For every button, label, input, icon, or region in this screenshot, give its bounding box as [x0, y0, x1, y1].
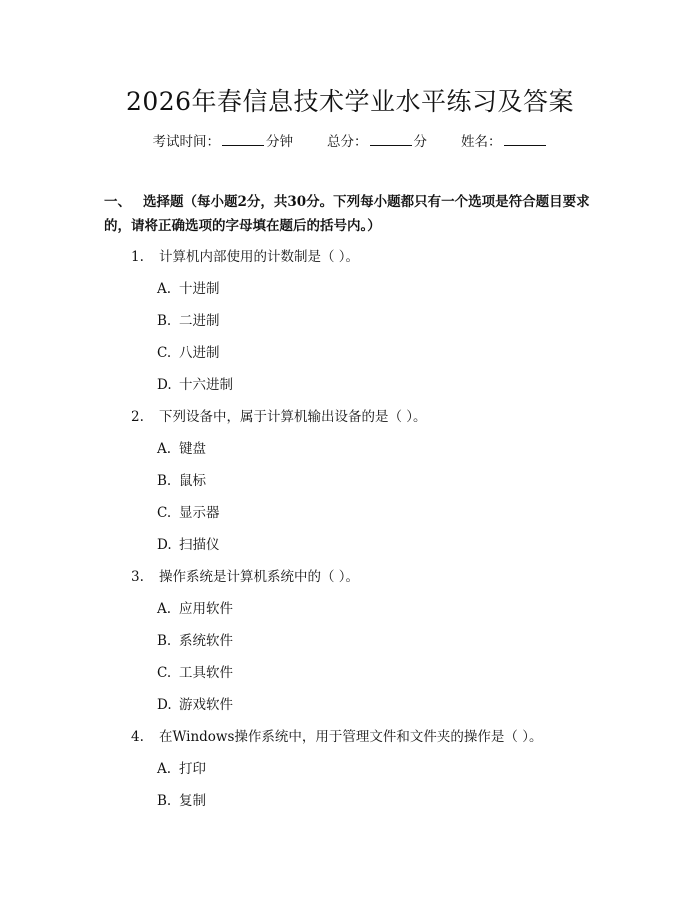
- option-2a: [157, 437, 206, 457]
- question-3: [131, 565, 359, 585]
- score-label: 总分：: [327, 134, 368, 150]
- option-letter: C.: [157, 345, 172, 361]
- time-blank: [222, 133, 264, 146]
- question-number: 1.: [131, 249, 144, 265]
- option-letter: A.: [157, 601, 172, 617]
- option-text: 键盘: [179, 441, 206, 457]
- option-letter: B.: [157, 633, 172, 649]
- question-1: [131, 245, 359, 265]
- option-text: 二进制: [179, 313, 220, 329]
- option-3a: [157, 597, 233, 617]
- option-letter: B.: [157, 313, 172, 329]
- score-blank: [370, 133, 412, 146]
- student-name: [461, 130, 548, 150]
- option-letter: C.: [157, 665, 172, 681]
- option-letter: B.: [157, 473, 172, 489]
- option-3d: [157, 693, 233, 713]
- option-4b: [157, 789, 206, 809]
- question-number: 4.: [131, 729, 144, 745]
- option-text: 系统软件: [179, 633, 233, 649]
- name-blank: [504, 133, 546, 146]
- option-2d: [157, 533, 220, 553]
- option-2b: [157, 469, 206, 489]
- option-1d: [157, 373, 233, 393]
- option-1b: [157, 309, 220, 329]
- question-text: 下列设备中，属于计算机输出设备的是（ ）。: [159, 409, 427, 425]
- time-unit: 分钟: [266, 134, 293, 150]
- option-text: 十六进制: [179, 377, 233, 393]
- option-letter: C.: [157, 505, 172, 521]
- option-letter: A.: [157, 281, 172, 297]
- question-text: 计算机内部使用的计数制是（ ）。: [159, 249, 360, 265]
- option-text: 显示器: [179, 505, 220, 521]
- option-1a: [157, 277, 220, 297]
- option-text: 打印: [179, 761, 206, 777]
- option-4a: [157, 757, 206, 777]
- option-letter: A.: [157, 441, 172, 457]
- option-text: 八进制: [179, 345, 220, 361]
- option-2c: [157, 501, 220, 521]
- page-title: 2026年春信息技术学业水平练习及答案: [125, 87, 575, 116]
- question-number: 2.: [131, 409, 144, 425]
- question-2: [131, 405, 427, 425]
- option-text: 十进制: [179, 281, 220, 297]
- section-heading: [104, 190, 594, 238]
- score-unit: 分: [413, 134, 427, 150]
- option-text: 游戏软件: [179, 697, 233, 713]
- time-label: 考试时间：: [152, 134, 220, 150]
- question-text: 操作系统是计算机系统中的（ ）。: [159, 569, 360, 585]
- option-text: 鼠标: [179, 473, 206, 489]
- question-4: [131, 725, 542, 745]
- option-text: 复制: [179, 793, 206, 809]
- option-letter: D.: [157, 697, 172, 713]
- section-text: 选择题（每小题2分，共30分。下列每小题都只有一个选项是符合题目要求的，请将正确选项的字母填在题后的括号内。）: [104, 194, 590, 234]
- question-number: 3.: [131, 569, 144, 585]
- option-letter: B.: [157, 793, 172, 809]
- option-3b: [157, 629, 233, 649]
- option-3c: [157, 661, 233, 681]
- question-text: 在Windows操作系统中，用于管理文件和文件夹的操作是（ ）。: [159, 729, 543, 745]
- exam-meta: [0, 130, 700, 150]
- option-text: 工具软件: [179, 665, 233, 681]
- option-letter: D.: [157, 537, 172, 553]
- section-number: 一、: [104, 194, 131, 210]
- option-text: 应用软件: [179, 601, 233, 617]
- name-label: 姓名：: [461, 134, 502, 150]
- total-score: [327, 130, 427, 150]
- option-letter: D.: [157, 377, 172, 393]
- exam-time: [153, 130, 294, 150]
- option-letter: A.: [157, 761, 172, 777]
- option-1c: [157, 341, 220, 361]
- option-text: 扫描仪: [179, 537, 220, 553]
